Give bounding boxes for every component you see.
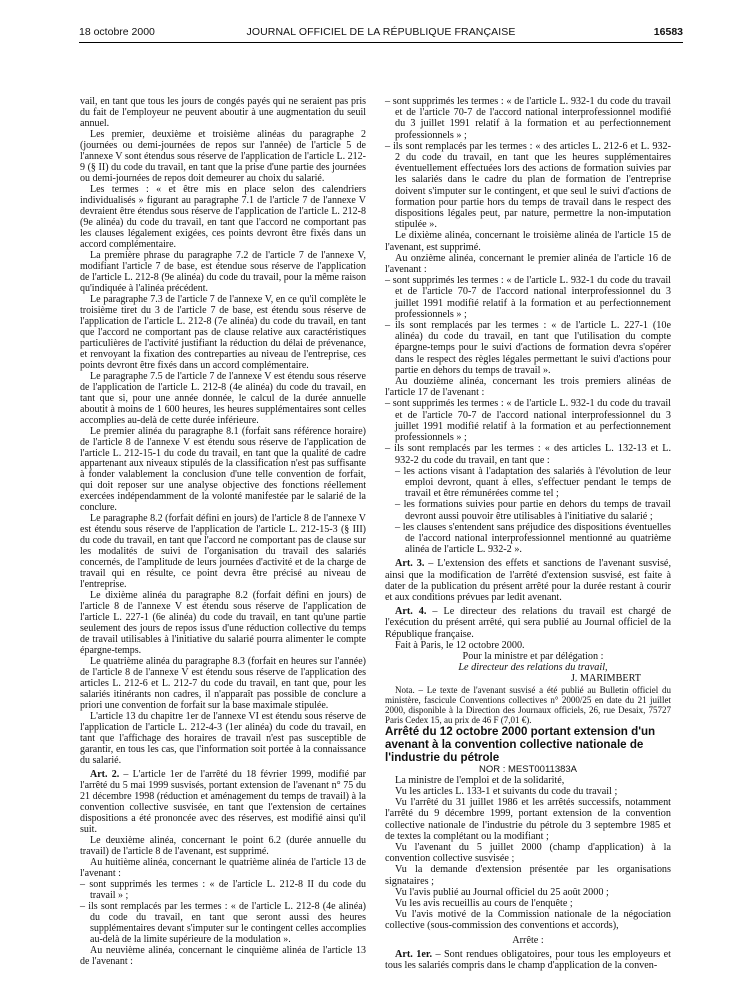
dash-item: – sont supprimés les termes : « de l'article L. 932-1 du code du travail et de l'article 70-7 de l'accord national interprofessionnel modifié du 3 juillet 1991 relatif à la formation et au perfectionnement professionnels » ; — [385, 96, 671, 141]
paragraph: Le paragraphe 8.2 (forfait défini en jours) de l'article 8 de l'annexe V est étendu sous réserve de l'application de l'article L. 212-15-3 (§ III) du code du travail, en tant que l'accord ne comportant pas de clause sur les modalités de suivi de l'organisation du travail des salariés concernés, de l'amplitude de leurs journées d'activité et de la charge de travail qui en résulte, ce point devra être précisé au niveau de l'entreprise. — [80, 513, 366, 591]
paragraph: Les termes : « et être mis en place selon des calendriers individualisés » figurant au paragraphe 7.1 de l'article 7 de l'annexe V devraient être étendus sous réserve de l'application de l'article L. 212-8 (9e alinéa) du code du travail, en tant que l'accord ne comportant pas les clauses légalement exigées, ces points devront être fixés dans un accord complémentaire. — [80, 183, 366, 250]
arrete-heading: Arrête : — [512, 934, 544, 946]
paragraph: Au douzième alinéa, concernant les trois premiers alinéas de l'article 17 de l'avenant : — [385, 376, 671, 399]
article-text: – L'extension des effets et sanctions de l'avenant susvisé, ainsi que la modification de l'arrêté d'extension susvisé, est faite à dater de la publication du présent arrêté pour la durée restant à courir et aux conditions prévues par ledit avenant. — [385, 558, 671, 603]
paragraph: La première phrase du paragraphe 7.2 de l'article 7 de l'annexe V, modifiant l'article 7 de base, est étendue sous réserve de l'application de l'article L. 212-8 (9e alinéa) du code du travail, pour la même raison qu'indiquée à l'alinéa précédent. — [80, 249, 366, 294]
article-label: Art. 2. — [90, 769, 120, 781]
header-journal-title: JOURNAL OFFICIEL DE LA RÉPUBLIQUE FRANÇAISE — [246, 26, 516, 38]
dash-item: – sont supprimés les termes : « de l'article L. 212-8 II du code du travail » ; — [80, 878, 366, 901]
dash-item: – ils sont remplacés par les termes : « des articles L. 212-6 et L. 932-2 du code du travail, en tant que les heures supplémentaires éventuellement effectuées lors des actions de formation suivies par les salariés dans le cadre du plan de formation de l'entreprise doivent s'imputer sur le contingent, et que seul le suivi d'actions de formation pour partie hors du temps de travail dans le respect des dispositions légales peut, par nature, permettre la non-imputation stipulée ». — [385, 140, 671, 231]
article-label: Art. 1er. — [395, 948, 433, 960]
article-2 — [80, 769, 366, 835]
dash-item: – ils sont remplacés par les termes : « de l'article L. 227-1 (10e alinéa) du code du travail, en tant que l'utilisation du compte épargne-temps pour le suivi d'actions de formation devra s'opérer dans le respect des règles légales permettant le suivi d'actions pour partie en dehors du temps de travail ». — [385, 320, 671, 376]
paragraph: Les premier, deuxième et troisième alinéas du paragraphe 2 (journées ou demi-journées de repos sur l'année) de l'article 5 de l'annexe V sont étendus sous réserve de l'application de l'article L. 212-9 (§ II) du code du travail, en tant que la prise d'une partie des journées ou demi-journées de repos doit demeurer au choix du salarié. — [80, 128, 366, 184]
paragraph: Le dixième alinéa, concernant le troisième alinéa de l'article 15 de l'avenant, est supprimé. — [385, 230, 671, 253]
signature-title: Le directeur des relations du travail, — [458, 662, 608, 674]
dash-item: – sont supprimés les termes : « de l'article L. 932-1 du code du travail et de l'article 70-7 de l'accord national interprofessionnel du 3 juillet 1991 modifié relatif à la formation et au perfectionnement professionnels » ; — [385, 275, 671, 320]
paragraph: Le paragraphe 7.3 de l'article 7 de l'annexe V, en ce qu'il complète le troisième tiret du 3 de l'article 7 de base, est étendu sous réserve de l'application de l'article L. 212-8 (7e alinéa) du code du travail, en tant que l'accord ne comportant pas de clause relative aux caractéristiques particulières de l'activité justifiant la réduction du délai de prévenance, et renvoyant la fixation des contreparties au niveau de l'entreprise, ces points devront être fixés dans un accord complémentaire. — [80, 293, 366, 371]
nota-note: Nota. – Le texte de l'avenant susvisé a été publié au Bulletin officiel du ministère, fascicule Conventions collectives n° 2000/25 en date du 21 juillet 2000, disponible à la Direction des Journaux officiels, 26, rue Desaix, 75727 Paris Cedex 15, au prix de 46 F (7,01 €). — [385, 684, 671, 725]
header-rule — [79, 42, 683, 43]
dash-item: – ils sont remplacés par les termes : « de l'article L. 212-8 (4e alinéa) du code du travail, en tant que seront aussi des heures supplémentaires devant s'imputer sur le contingent celles accomplies au-delà de la limite supérieure de la modulation ». — [80, 900, 366, 945]
article-1 — [385, 949, 671, 971]
paragraph: Vu l'arrêté du 31 juillet 1986 et les arrêtés successifs, notamment l'arrêté du 9 décembre 1999, portant extension de la convention collective nationale de l'industrie du pétrole du 3 septembre 1985 et de textes la complétant ou la modifiant ; — [385, 797, 671, 842]
page-header — [79, 26, 683, 40]
paragraph: Au onzième alinéa, concernant le premier alinéa de l'article 16 de l'avenant : — [385, 252, 671, 276]
paragraph: Vu l'avis publié au Journal officiel du 25 août 2000 ; — [395, 886, 609, 898]
paragraph: La ministre de l'emploi et de la solidarité, — [395, 774, 565, 786]
article-text: – Sont rendues obligatoires, pour tous les employeurs et tous les salariés compris dans le champ d'application de la conven- — [385, 948, 671, 972]
signature-line: Pour la ministre et par délégation : — [462, 650, 604, 662]
sub-dash-item: – les actions visant à l'adaptation des salariés à l'évolution de leur emploi devront, quant à elles, s'effectuer pendant le temps de travail et être rémunérées comme tel ; — [395, 465, 671, 500]
article-4 — [385, 606, 671, 640]
paragraph: L'article 13 du chapitre 1er de l'annexe VI est étendu sous réserve de l'application de l'article L. 212-4-3 (1er alinéa) du code du travail, en tant que l'affichage des horaires de travail n'est pas susceptible de garantir, en tous les cas, que l'information soit portée à la connaissance du salarié. — [80, 711, 366, 767]
paragraph: Vu la demande d'extension présentée par les organisations signataires ; — [385, 864, 671, 887]
dash-item: – ils sont remplacés par les termes : « des articles L. 132-13 et L. 932-2 du code du travail, en tant que : — [385, 443, 671, 466]
paragraph: Vu les articles L. 133-1 et suivants du code du travail ; — [395, 785, 618, 797]
right-column — [385, 96, 671, 971]
header-date: 18 octobre 2000 — [79, 26, 155, 38]
paragraph: Au huitième alinéa, concernant le quatrième alinéa de l'article 13 de l'avenant : — [80, 856, 366, 879]
sub-dash-item: – les clauses s'entendent sans préjudice des dispositions éventuelles de l'accord national interprofessionnel mentionné au quatrième alinéa de l'article L. 932-2 ». — [395, 521, 671, 556]
sub-dash-item: – les formations suivies pour partie en dehors du temps de travail devront aussi pouvoir être utilisables à l'initiative du salarié ; — [395, 499, 671, 522]
article-label: Art. 4. — [395, 606, 427, 618]
paragraph: Le premier alinéa du paragraphe 8.1 (forfait sans référence horaire) de l'article 8 de l'annexe V est étendu sous réserve de l'application de l'article L. 212-15-1 du code du travail, en tant que la qualité de cadre appartenant aux niveaux stipulés de la classification n'est pas suffisante à fonder valablement la conclusion d'une telle convention de forfait, qui doit reposer sur une analyse objective des fonctions réellement exercées indépendamment de la volonté manifestée par le salarié de la conclure. — [80, 425, 366, 514]
nor-reference: NOR : MEST0011383A — [478, 763, 578, 775]
fait-a-paris: Fait à Paris, le 12 octobre 2000. — [395, 639, 525, 651]
paragraph: Le paragraphe 7.5 de l'article 7 de l'annexe V est étendu sous réserve de l'application de l'article L. 212-8 (4e alinéa) du code du travail, en tant que si, pour une année donnée, le calcul de la durée annuelle aboutit à moins de 1 600 heures, les heures supplémentaires sont celles accomplies au-delà de cette durée inférieure. — [80, 370, 366, 426]
header-page-number: 16583 — [653, 26, 683, 38]
paragraph: vail, en tant que tous les jours de congés payés qui ne seraient pas pris du fait de l'employeur ne peuvent aboutir à une augmentation du seuil annuel. — [80, 96, 366, 129]
paragraph: Vu l'avenant du 5 juillet 2000 (champ d'application) à la convention collective susvisée ; — [385, 841, 671, 865]
article-text: – Le directeur des relations du travail est chargé de l'exécution du présent arrêté, qui sera publié au Journal officiel de la République française. — [385, 606, 671, 640]
dash-item: – sont supprimés les termes : « de l'article L. 932-1 du code du travail et de l'article 70-7 de l'accord national interprofessionnel du 3 juillet 1991 modifié relatif à la formation et au perfectionnement professionnels » ; — [385, 398, 671, 444]
paragraph: Le quatrième alinéa du paragraphe 8.3 (forfait en heures sur l'année) de l'article 8 de l'annexe V est étendu sous réserve de l'application des articles L. 212-6 et L. 212-7 du code du travail, en tant que, pour les salariés itinérants non cadres, il n'apparaît pas possible de conclure a priori une convention de forfait sur la base maximale stipulée. — [80, 656, 366, 712]
left-column — [80, 96, 366, 967]
paragraph: Vu l'avis motivé de la Commission nationale de la négociation collective (sous-commission des conventions et accords), — [385, 909, 671, 932]
article-text: – L'article 1er de l'arrêté du 18 février 1999, modifié par l'arrêté du 5 mai 1999 susvisés, portant extension de l'avenant n° 75 du 21 décembre 1998 (réduction et aménagement du temps de travail) à la convention collective susvisée, en tant que l'extension de certaines dispositions a été prononcée avec des réserves, est modifié ainsi qu'il suit. — [80, 769, 366, 835]
paragraph: Le dixième alinéa du paragraphe 8.2 (forfait défini en jours) de l'article 8 de l'annexe V est étendu sous réserve de l'application de l'article L. 227-1 (6e alinéa) du code du travail, en tant qu'une partie seulement des jours de repos issus d'une réduction collective du temps de travail utilisables à l'initiative du salarié pourra alimenter le compte épargne-temps. — [80, 590, 366, 657]
paragraph: Au neuvième alinéa, concernant le cinquième alinéa de l'article 13 de l'avenant : — [80, 944, 366, 967]
article-label: Art. 3. — [395, 558, 425, 570]
paragraph: Le deuxième alinéa, concernant le point 6.2 (durée annuelle du travail) de l'article 8 de l'avenant, est supprimé. — [80, 834, 366, 857]
paragraph: Vu les avis recueillis au cours de l'enquête ; — [395, 898, 573, 909]
decree-title: Arrêté du 12 octobre 2000 portant extension d'un avenant à la convention collective nationale de l'industrie du pétrole — [385, 724, 656, 764]
article-3 — [385, 558, 671, 603]
signature-name: J. MARIMBERT — [570, 673, 641, 685]
